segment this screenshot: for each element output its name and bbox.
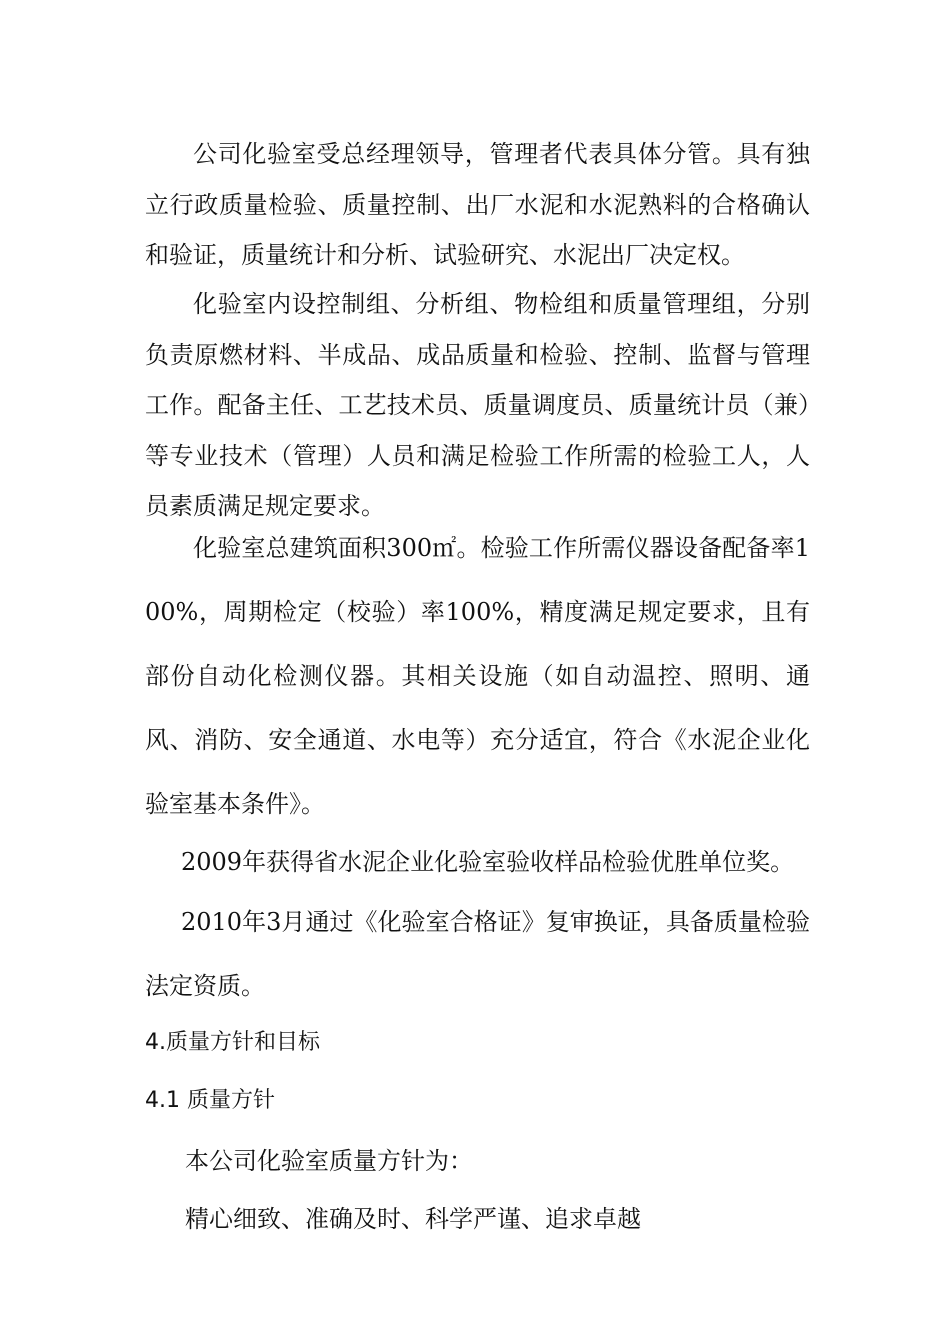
paragraph-lab-organization: 公司化验室受总经理领导，管理者代表具体分管。具有独立行政质量检验、质量控制、出厂水泥和水泥熟料的合格确认和验证，质量统计和分析、试验研究、水泥出厂决定权。 — [145, 140, 810, 269]
subsection-heading-quality-policy: 4.1 质量方针 — [145, 1088, 275, 1113]
paragraph-quality-policy-intro: 本公司化验室质量方针为： — [185, 1147, 473, 1175]
paragraph-quality-policy-statement: 精心细致、准确及时、科学严谨、追求卓越 — [185, 1205, 641, 1233]
paragraph-award-2009: 2009年获得省水泥企业化验室验收样品检验优胜单位奖。 — [181, 848, 795, 876]
section-heading-quality-policy-and-goals: 4.质量方针和目标 — [145, 1030, 320, 1055]
paragraph-lab-structure: 化验室内设控制组、分析组、物检组和质量管理组，分别负责原燃材料、半成品、成品质量和检验、控制、监督与管理工作。配备主任、工艺技术员、质量调度员、质量统计员（兼）等专业技术（管理）人员和满足检验工作所需的检验工人，人员素质满足规定要求。 — [145, 290, 810, 520]
paragraph-certificate-2010: 2010年3月通过《化验室合格证》复审换证，具备质量检验法定资质。 — [145, 908, 810, 1000]
paragraph-lab-facilities: 化验室总建筑面积300㎡。检验工作所需仪器设备配备率100%，周期检定（校验）率100%，精度满足规定要求，且有部份自动化检测仪器。其相关设施（如自动温控、照明、通风、消防、安全通道、水电等）充分适宜，符合《水泥企业化验室基本条件》。 — [145, 534, 810, 818]
